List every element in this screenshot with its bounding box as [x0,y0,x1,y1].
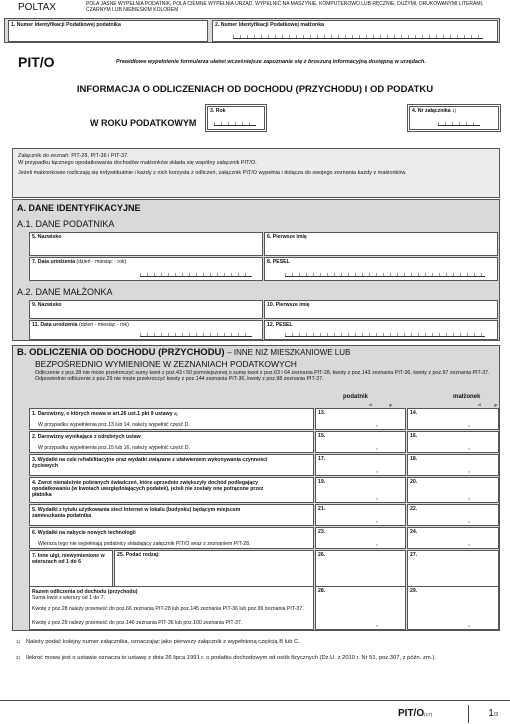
other-reliefs-label: 7. Inne ulgi, niewymienione w wierszach od 1 do 6 [29,550,113,594]
page-number: 1/3 [468,705,500,723]
taxpayer-amount-19[interactable]: 19. , [315,477,406,503]
section-b-title: B. ODLICZENIA OD DOCHODU (PRZYCHODU) – INNE NIŻ MIESZKANIOWE LUB [17,347,351,358]
col-spouse-gr: gr [494,402,498,407]
spouse-amount-20[interactable]: 20. , [407,477,499,503]
deductions-rows [29,408,499,558]
page-footer [0,700,510,724]
totals-row [29,586,499,630]
taxpayer-amount-26[interactable]: 26. [315,550,406,594]
intro-line-2: W przypadku łącznego opodatkowania dochodów małżonków składa się wspólny załącznik PIT/O. [18,160,257,166]
col-spouse: małżonek [453,394,481,400]
taxpayer-amount-13[interactable]: 13. , [315,408,406,430]
section-a [12,199,500,341]
year-label: W ROKU PODATKOWYM [90,118,197,128]
spouse-birth-date-field[interactable]: 11. Data urodzenia (dzień - miesiąc - rok) [29,320,263,340]
spouse-amount-18[interactable]: 18. , [407,454,499,476]
spouse-amount-24[interactable]: 24. , [407,527,499,549]
form-notice: Prawidłowe wypełnienie formularza ułatwi wcześniejsze zapoznanie się z broszurą informacyjną dostępną w urzędach. [116,59,426,65]
deduction-row-3: 3. Wydatki na cele rehabilitacyjne oraz wydatki związane z ułatwieniem wykonywania czynności życiowych [29,454,314,476]
deduction-row-6: 6. Wydatki na nabycie nowych technologii Wiersza tego nie wypełniają podatnicy składający załącznik PIT/O wraz z zeznaniem PIT-28. [29,527,314,549]
form-code: PIT/O [18,54,55,70]
form-title-area [0,46,510,146]
col-spouse-zl: zł [478,402,481,407]
year-field[interactable]: 3. Rok [207,106,265,130]
col-taxpayer-zl: zł [369,402,372,407]
year-box [205,104,267,132]
surname-field[interactable]: 5. Nazwisko [29,232,263,256]
birth-date-field[interactable]: 7. Data urodzenia (dzień - miesiąc - rok) [29,257,263,281]
totals-label: Razem odliczenia od dochodu (przychodu) Suma kwot z wierszy od 1 do 7. Kwotę z poz.28 należy przenieść do poz.66 zeznania PIT-28 lub poz.145 zeznania PIT-36 lub poz.99 zeznania PIT-37. Kwotę z poz.29 należy przenieść do poz.146 zeznania PIT-36 lub poz.100 zeznania PIT-37. [29,586,314,630]
deduction-row-1: 1. Darowizny, o których mowa w art.26 ust.1 pkt 9 ustawy $^{2)}$ W przypadku wypełnienia poz.13 lub 14, należy wypełnić część D. [29,408,314,430]
spouse-surname-field[interactable]: 9. Nazwisko [29,300,263,319]
section-a2-title: A.2. DANE MAŁŻONKA [17,287,113,297]
deduction-row-2: 2. Darowizny wynikające z odrębnych ustaw W przypadku wypełnienia poz.15 lub 16, należy wypełnić część D. [29,431,314,453]
deduction-row-5: 5. Wydatki z tytułu użytkowania sieci Internet w lokalu (budynku) będącym miejscem zamieszkania podatnika [29,504,314,526]
spouse-first-name-field[interactable]: 10. Pierwsze imię [264,300,498,319]
nip-row [4,18,500,43]
spouse-amount-27[interactable]: 27. [407,550,499,594]
attachment-box [407,104,501,132]
footnote-2: Ilekroć mowa jest o ustawie oznacza to ustawę z dnia 26 lipca 1991 r. o podatku dochodowym od osób fizycznych (Dz.U. z 2010 r. Nr 51, poz.307, z późn. zm.). [26,655,436,661]
form-title: INFORMACJA O ODLICZENIACH OD DOCHODU (PRZYCHODU) I OD PODATKU [76,84,434,95]
form-header [0,0,510,45]
footnote-2-mark: 2) [16,655,21,660]
taxpayer-total-28[interactable]: 28. , [315,586,406,630]
col-taxpayer-gr: gr [389,402,393,407]
taxpayer-nip-field[interactable]: 1. Numer Identyfikacji Podatkowej podatnika [8,20,208,42]
section-b [12,345,500,631]
taxpayer-amount-17[interactable]: 17. , [315,454,406,476]
footnote-1-mark: 1) [16,639,21,644]
spouse-total-29[interactable]: 29. , [407,586,499,630]
spouse-nip-field[interactable]: 2. Numer Identyfikacji Podatkowej małżonka [212,20,498,42]
section-b-description: Odliczenie z poz.28 nie może przekroczyć sumy kwot z poz.43 i 50 pomniejszonej o sumę kwot z poz.63 i 64 zeznania PIT-28, kwoty z poz.143 zeznania PIT-36, kwoty z poz.97 zeznania PIT-37. Odpowiednio odliczenie z poz.29 nie może przekroczyć kwoty z poz.144 zeznania PIT-36, kwoty z poz.98 zeznania PIT-37. [35,370,490,383]
spouse-pesel-field[interactable]: 12. PESEL [264,320,498,340]
taxpayer-amount-21[interactable]: 21. , [315,504,406,526]
intro-line-3: Jeżeli małżonkowie rozliczają się indywidualnie i każdy z nich korzysta z odliczeń, załącznik PIT/O wypełnia i dołącza do swojego zeznania każdy z małżonków. [18,170,407,176]
section-b-title-2: BEZPOŚREDNIO WYMIENIONE W ZEZNANIACH PODATKOWYCH [35,359,297,369]
poltax-label: POLTAX [18,2,56,13]
fill-instruction: POLA JASNE WYPEŁNIA PODATNIK, POLA CIEMNE WYPEŁNIA URZĄD. WYPEŁNIĆ NA MASZYNIE, KOMPUTEROWO LUB RĘCZNIE, DUŻYMI, DRUKOWANYMI LITERAMI, CZARNYM LUB NIEBIESKIM KOLOREM [86,1,484,13]
nip-ticks [233,36,483,39]
col-taxpayer: podatnik [343,394,368,400]
deduction-row-4: 4. Zwrot nienależnie pobranych świadczeń, które uprzednio zwiększyły dochód podlegający opodatkowaniu (w kwotach uwzględniających podatek), jeżeli nie zostały one potrącone przez płatnika [29,477,314,503]
spouse-amount-22[interactable]: 22. , [407,504,499,526]
intro-box [12,148,500,198]
taxpayer-amount-15[interactable]: 15. , [315,431,406,453]
first-name-field[interactable]: 6. Pierwsze imię [264,232,498,256]
section-a-title: A. DANE IDENTYFIKACYJNE [17,203,141,213]
footnote-1: Należy podać kolejny numer załącznika, oznaczając jako pierwszy załącznik z wypełnioną częścią B lub C. [26,639,300,645]
taxpayer-amount-23[interactable]: 23. , [315,527,406,549]
section-a1-title: A.1. DANE PODATNIKA [17,219,115,229]
spouse-amount-16[interactable]: 16. , [407,431,499,453]
attachment-number-field[interactable]: 4. Nr załącznika 1) [409,106,499,130]
other-reliefs-type-field[interactable]: 25. Podać rodzaj: [114,550,314,594]
footer-form-code: PIT/O(17) [398,708,433,719]
spouse-amount-14[interactable]: 14. , [407,408,499,430]
pesel-field[interactable]: 8. PESEL [264,257,498,281]
intro-line-1: Załącznik do zeznań: PIT-28, PIT-36 i PIT-37. [18,153,129,159]
